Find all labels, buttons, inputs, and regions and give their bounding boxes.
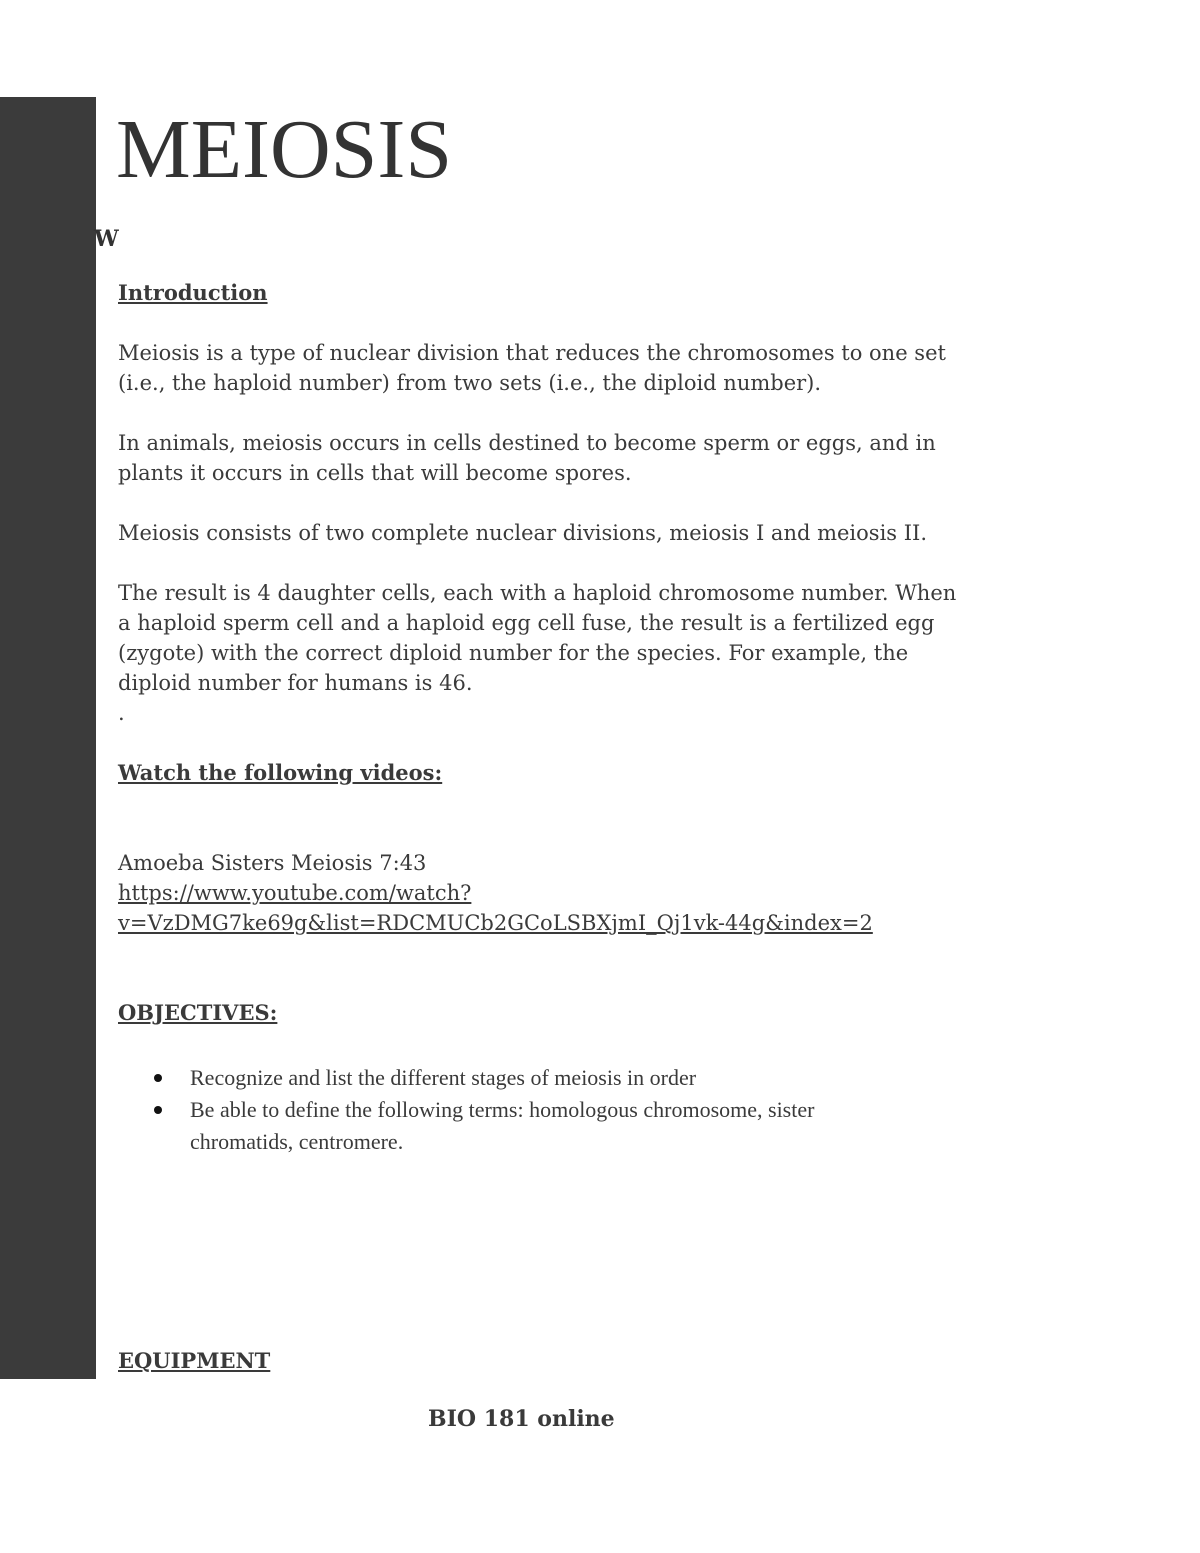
objective-1-text: Recognize and list the different stages of meiosis in order <box>190 1065 697 1090</box>
stray-dot: . <box>118 701 125 725</box>
intro-p4-line2: a haploid sperm cell and a haploid egg cell fuse, the result is a fertilized egg <box>118 611 935 635</box>
intro-p4-line4: diploid number for humans is 46. <box>118 671 473 695</box>
intro-p1-line2: (i.e., the haploid number) from two sets (i.e., the diploid number). <box>118 371 822 395</box>
objectives-heading: OBJECTIVES: <box>118 1000 278 1025</box>
video-url-line1[interactable]: https://www.youtube.com/watch? <box>118 881 472 905</box>
stray-letter: W <box>94 226 119 252</box>
intro-p2-line1: In animals, meiosis occurs in cells destined to become sperm or eggs, and in <box>118 431 936 455</box>
videos-heading: Watch the following videos: <box>118 760 443 785</box>
intro-paragraph-4 <box>118 578 998 698</box>
video-link[interactable] <box>118 878 998 938</box>
side-bar <box>0 97 96 1379</box>
intro-paragraph-2 <box>118 428 998 488</box>
intro-paragraph-1 <box>118 338 998 398</box>
video-item-label: Amoeba Sisters Meiosis 7:43 <box>118 851 427 875</box>
objectives-list <box>118 1062 998 1158</box>
intro-p2-line2: plants it occurs in cells that will become spores. <box>118 461 632 485</box>
footer-text: BIO 181 online <box>428 1406 615 1432</box>
list-item <box>118 1094 998 1158</box>
intro-p4-line1: The result is 4 daughter cells, each with a haploid chromosome number. When <box>118 581 957 605</box>
intro-p1-line1: Meiosis is a type of nuclear division that reduces the chromosomes to one set <box>118 341 946 365</box>
document-body <box>118 278 998 1158</box>
bullet-icon <box>154 1106 162 1114</box>
intro-p4-line3: (zygote) with the correct diploid number for the species. For example, the <box>118 641 909 665</box>
page-title: MEIOSIS <box>116 103 453 196</box>
intro-heading: Introduction <box>118 280 268 305</box>
bullet-icon <box>154 1074 162 1082</box>
objective-2-line2: chromatids, centromere. <box>190 1129 404 1154</box>
intro-paragraph-3: Meiosis consists of two complete nuclear divisions, meiosis I and meiosis II. <box>118 521 928 545</box>
equipment-heading: EQUIPMENT <box>118 1348 271 1373</box>
objective-2-line1: Be able to define the following terms: homologous chromosome, sister <box>190 1097 815 1122</box>
video-url-line2[interactable]: v=VzDMG7ke69g&list=RDCMUCb2GCoLSBXjmI_Qj1vk-44g&index=2 <box>118 911 873 935</box>
list-item <box>118 1062 998 1094</box>
